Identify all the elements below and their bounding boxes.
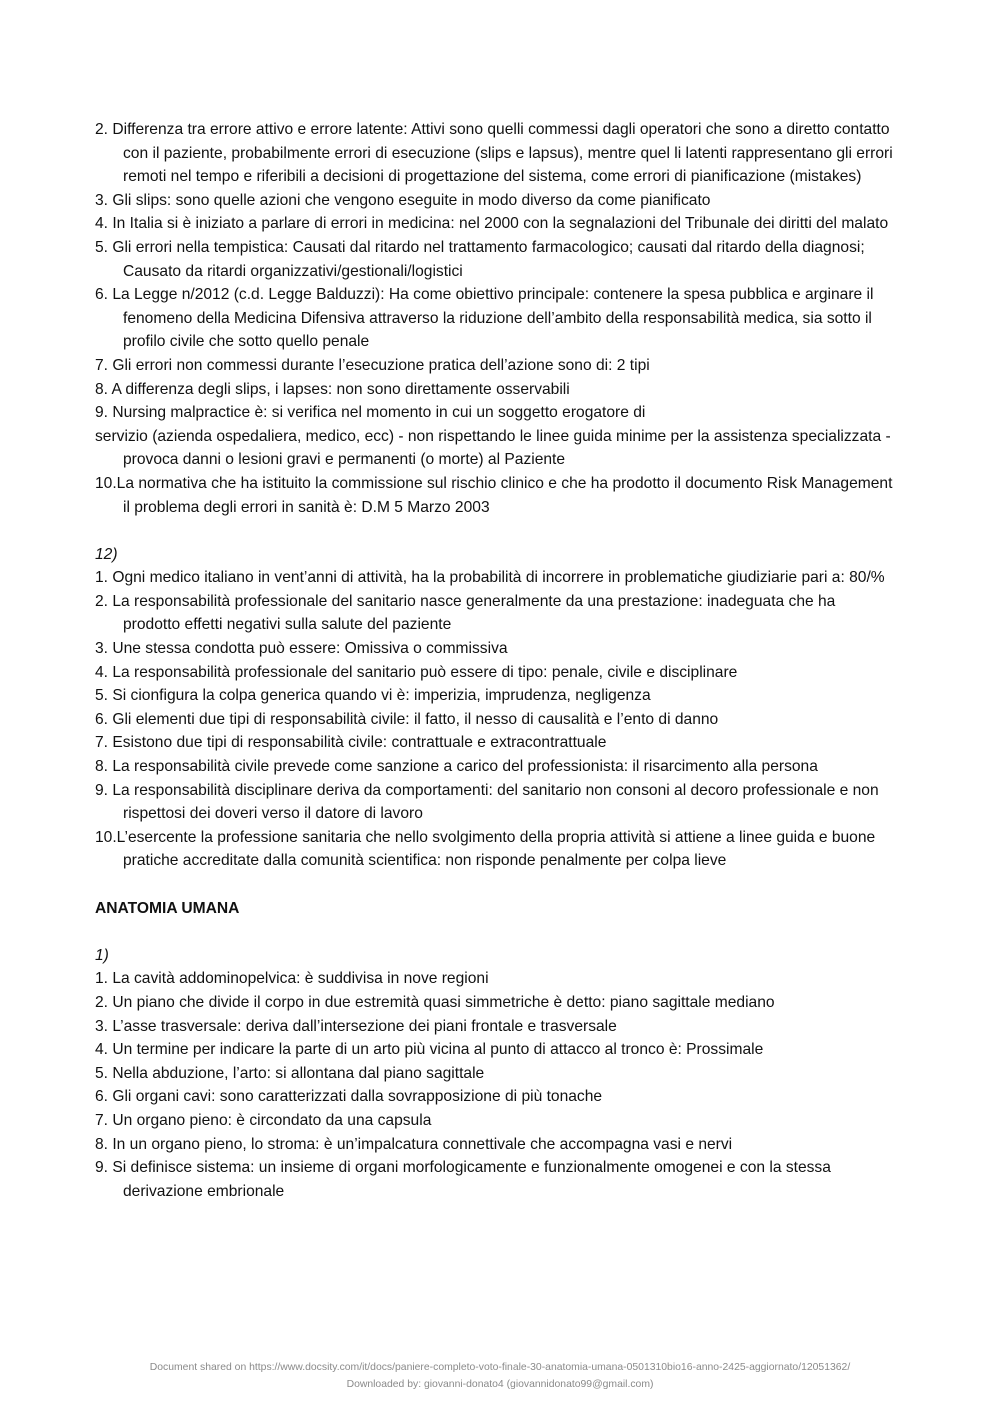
page-footer: [0, 1359, 1000, 1393]
list-item: 1. Ogni medico italiano in vent’anni di attività, ha la probabilità di incorrere in problematiche giudiziarie pari a: 80/%: [95, 569, 885, 587]
list-item: 6. La Legge n/2012 (c.d. Legge Balduzzi): Ha come obiettivo principale: contenere la spesa pubblica e arginare il fenomeno della Medicina Difensiva attraverso la riduzione dell’ambito della responsabilità medica, sia sotto il profilo civile che sotto quello penale: [95, 286, 874, 351]
list-item: 8. La responsabilità civile prevede come sanzione a carico del professionista: il risarcimento alla persona: [95, 758, 818, 776]
list-item: 2. La responsabilità professionale del sanitario nasce generalmente da una prestazione: inadeguata che ha prodotto effetti negativi sulla salute del paziente: [95, 592, 836, 634]
spacer: [95, 519, 895, 543]
list-item: 6. Gli elementi due tipi di responsabilità civile: il fatto, il nesso di causalità e l’ento di danno: [95, 710, 719, 728]
list-item: 5. Gli errori nella tempistica: Causati dal ritardo nel trattamento farmacologico; causati dal ritardo della diagnosi; Causato da ritardi organizzativi/gestionali/logistici: [95, 238, 865, 280]
document-body: [95, 118, 895, 1203]
list-item: 2. Un piano che divide il corpo in due estremità quasi simmetriche è detto: piano sagittale mediano: [95, 993, 775, 1011]
responsibility-list: [95, 566, 895, 873]
continuation-text: servizio (azienda ospedaliera, medico, ecc) - non rispettando le linee guida minime per la assistenza specializzata - provoca danni o lesioni gravi e permanenti (o morte) al Paziente: [95, 427, 891, 469]
list-item: 10.L’esercente la professione sanitaria che nello svolgimento della propria attività si attiene a linee guida e buone pratiche accreditate dalla comunità scientifica: non risponde penalmente per colpa lieve: [95, 828, 876, 870]
list-item: 3. Une stessa condotta può essere: Omissiva o commissiva: [95, 640, 508, 658]
list-item: 2. Differenza tra errore attivo e errore latente: Attivi sono quelli commessi dagli operatori che sono a diretto contatto con il paziente, probabilmente errori di esecuzione (slips e lapsus), mentre quel li latenti rappresentano gli errori remoti nel tempo e riferibili a decisioni di progettazione del sistema, come errori di pianificazione (mistakes): [95, 121, 893, 186]
list-item: 4. La responsabilità professionale del sanitario può essere di tipo: penale, civile e disciplinare: [95, 663, 738, 681]
list-item: 4. In Italia si è iniziato a parlare di errori in medicina: nel 2000 con la segnalazioni del Tribunale dei diritti del malato: [95, 215, 889, 233]
list-item: 10.La normativa che ha istituito la commissione sul rischio clinico e che ha prodotto il documento Risk Management il problema degli errori in sanità è: D.M 5 Marzo 2003: [95, 474, 893, 516]
section-label-12: 12): [95, 545, 118, 563]
anatomy-list: [95, 967, 895, 1203]
footer-download-info: Downloaded by: giovanni-donato4 (giovannidonato99@gmail.com): [346, 1379, 654, 1390]
section-label-1: 1): [95, 946, 109, 964]
list-item: 7. Esistono due tipi di responsabilità civile: contrattuale e extracontrattuale: [95, 734, 607, 752]
list-item: 5. Nella abduzione, l’arto: si allontana dal piano sagittale: [95, 1064, 485, 1082]
list-item: 7. Gli errori non commessi durante l’esecuzione pratica dell’azione sono di: 2 tipi: [95, 356, 650, 374]
spacer: [95, 920, 895, 944]
section-heading: ANATOMIA UMANA: [95, 899, 240, 917]
list-item: 3. Gli slips: sono quelle azioni che vengono eseguite in modo diverso da come pianificato: [95, 191, 711, 209]
list-item: 6. Gli organi cavi: sono caratterizzati dalla sovrapposizione di più tonache: [95, 1088, 603, 1106]
spacer: [95, 873, 895, 897]
list-item: 8. A differenza degli slips, i lapses: non sono direttamente osservabili: [95, 380, 570, 398]
list-item: 9. Nursing malpractice è: si verifica nel momento in cui un soggetto erogatore di: [95, 404, 646, 422]
list-item: 1. La cavità addominopelvica: è suddivisa in nove regioni: [95, 970, 489, 988]
footer-source-link[interactable]: Document shared on https://www.docsity.com/it/docs/paniere-completo-voto-finale-30-anatomia-umana-0501310bio16-anno-2425-aggiornato/12051362/: [149, 1362, 851, 1373]
list-item: 9. La responsabilità disciplinare deriva da comportamenti: del sanitario non consoni al decoro professionale e non rispettosi dei doveri verso il datore di lavoro: [95, 781, 879, 823]
list-item-continuation: [95, 425, 895, 472]
list-item: 8. In un organo pieno, lo stroma: è un’impalcatura connettivale che accompagna vasi e nervi: [95, 1135, 733, 1153]
list-item: 3. L’asse trasversale: deriva dall’intersezione dei piani frontale e trasversale: [95, 1017, 617, 1035]
list-item: 9. Si definisce sistema: un insieme di organi morfologicamente e funzionalmente omogenei e con la stessa derivazione embrionale: [95, 1159, 831, 1200]
list-item: 4. Un termine per indicare la parte di un arto più vicina al punto di attacco al tronco è: Prossimale: [95, 1041, 764, 1059]
list-item: 5. Si cionfigura la colpa generica quando vi è: imperizia, imprudenza, negligenza: [95, 687, 651, 705]
errors-list: [95, 118, 895, 519]
list-item: 7. Un organo pieno: è circondato da una capsula: [95, 1111, 432, 1129]
